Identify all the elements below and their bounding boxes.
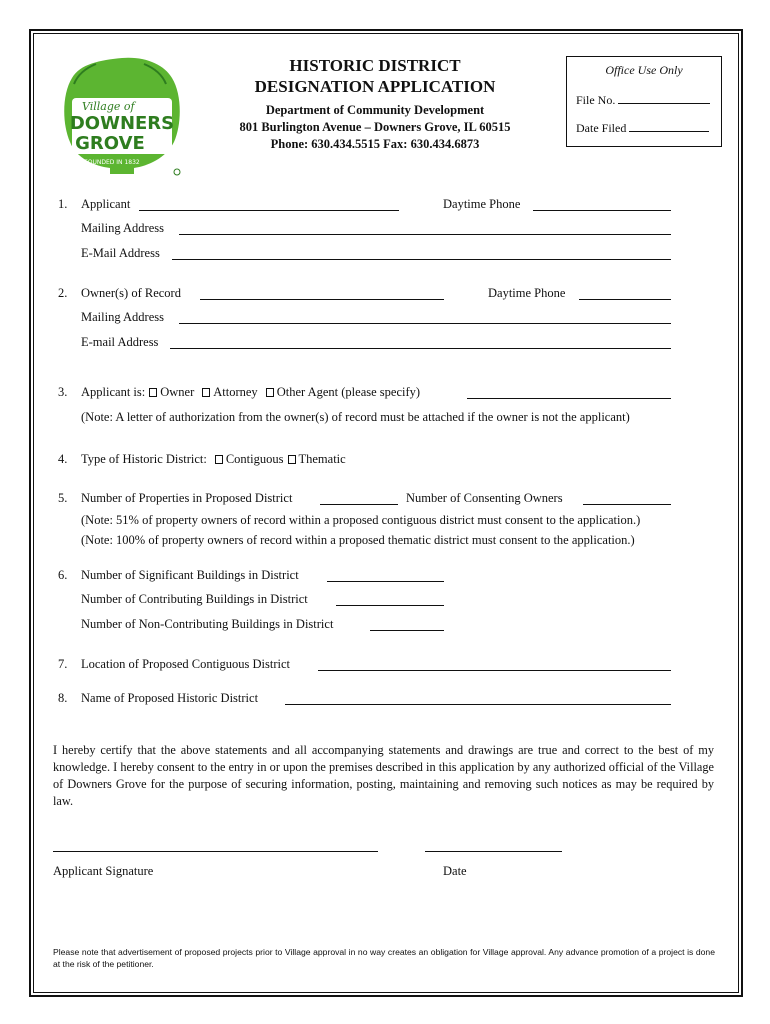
village-logo	[60, 54, 184, 178]
other-agent-checkbox[interactable]	[266, 388, 274, 397]
owner-checkbox[interactable]	[149, 388, 157, 397]
num-properties-field[interactable]	[320, 504, 398, 505]
location-label: Location of Proposed Contiguous District	[81, 657, 291, 671]
signature-date-label: Date	[443, 864, 467, 878]
district-name-label: Name of Proposed Historic District	[81, 691, 259, 705]
thematic-option-label: Thematic	[298, 452, 346, 466]
district-type-label: Type of Historic District:	[81, 452, 207, 466]
phone-fax: Phone: 630.434.5515 Fax: 630.434.6873	[270, 137, 480, 151]
applicant-signature-field[interactable]	[53, 851, 378, 852]
contributing-buildings-label: Number of Contributing Buildings in District	[81, 592, 308, 606]
district-name-field[interactable]	[285, 704, 671, 705]
contributing-buildings-field[interactable]	[336, 605, 444, 606]
other-agent-option-label: Other Agent (please specify)	[276, 385, 421, 399]
office-use-box	[566, 56, 722, 147]
owners-of-record-label: Owner(s) of Record	[81, 286, 181, 300]
owner-daytime-phone-label: Daytime Phone	[488, 286, 566, 300]
district-type-row	[81, 451, 346, 467]
thematic-checkbox[interactable]	[288, 455, 296, 464]
item-6-number: 6.	[58, 568, 68, 582]
header	[215, 56, 535, 153]
owner-mailing-address-label: Mailing Address	[81, 310, 164, 324]
date-filed-label: Date Filed	[576, 121, 627, 135]
num-consenting-label: Number of Consenting Owners	[406, 491, 563, 505]
office-use-heading: Office Use Only	[605, 63, 683, 77]
address: 801 Burlington Avenue – Downers Grove, IL 60515	[239, 120, 511, 134]
logo-village-of: Village of	[82, 100, 135, 113]
signature-date-field[interactable]	[425, 851, 562, 852]
file-no-field[interactable]	[618, 94, 710, 104]
footnote: Please note that advertisement of proposed projects prior to Village approval in no way creates an obligation for Village approval. Any advance promotion of a project is done at the risk of the petitioner.	[53, 947, 715, 969]
owner-email-address-field[interactable]	[170, 348, 671, 349]
owner-daytime-phone-field[interactable]	[579, 299, 671, 300]
file-no-label: File No.	[576, 93, 616, 107]
date-filed-field[interactable]	[629, 122, 709, 132]
applicant-field[interactable]	[139, 210, 399, 211]
contiguous-consent-note: (Note: 51% of property owners of record within a proposed contiguous district must consent to the application.)	[81, 513, 641, 527]
item-4-number: 4.	[58, 452, 68, 466]
noncontributing-buildings-field[interactable]	[370, 630, 444, 631]
mailing-address-label: Mailing Address	[81, 221, 164, 235]
item-5-number: 5.	[58, 491, 68, 505]
item-8-number: 8.	[58, 691, 68, 705]
item-2-number: 2.	[58, 286, 68, 300]
logo-founded: FOUNDED IN 1832	[84, 159, 140, 166]
email-address-label: E-Mail Address	[81, 246, 160, 260]
attorney-option-label: Attorney	[213, 385, 258, 399]
title-line-1: HISTORIC DISTRICT	[289, 56, 461, 75]
applicant-signature-label: Applicant Signature	[53, 864, 154, 878]
significant-buildings-label: Number of Significant Buildings in District	[81, 568, 299, 582]
mailing-address-field[interactable]	[179, 234, 671, 235]
owner-email-address-label: E-mail Address	[81, 335, 159, 349]
department: Department of Community Development	[265, 103, 485, 117]
certification-statement: I hereby certify that the above statements and all accompanying statements and drawings are true and correct to the best of my knowledge. I hereby consent to the entry in or upon the premises described in this application by any authorized official of the Village of Downers Grove for the purpose of securing information, posting, maintaining and removing such notices as may be required by law.	[53, 743, 714, 808]
item-7-number: 7.	[58, 657, 68, 671]
authorization-note: (Note: A letter of authorization from the owner(s) of record must be attached if the owner is not the applicant)	[81, 410, 630, 424]
owners-of-record-field[interactable]	[200, 299, 444, 300]
title-line-2: DESIGNATION APPLICATION	[254, 77, 496, 96]
noncontributing-buildings-label: Number of Non-Contributing Buildings in District	[81, 617, 334, 631]
applicant-is-label: Applicant is:	[81, 385, 146, 399]
logo-grove: GROVE	[75, 133, 145, 154]
location-field[interactable]	[318, 670, 671, 671]
email-address-field[interactable]	[172, 259, 671, 260]
owner-mailing-address-field[interactable]	[179, 323, 671, 324]
num-consenting-field[interactable]	[583, 504, 671, 505]
item-1-number: 1.	[58, 197, 68, 211]
applicant-label: Applicant	[81, 197, 131, 211]
attorney-checkbox[interactable]	[202, 388, 210, 397]
num-properties-label: Number of Properties in Proposed District	[81, 491, 293, 505]
logo-downers: DOWNERS	[69, 113, 175, 134]
contiguous-option-label: Contiguous	[225, 452, 284, 466]
contiguous-checkbox[interactable]	[215, 455, 223, 464]
applicant-is-row	[81, 384, 420, 400]
item-3-number: 3.	[58, 385, 68, 399]
other-agent-specify-field[interactable]	[467, 398, 671, 399]
daytime-phone-field[interactable]	[533, 210, 671, 211]
significant-buildings-field[interactable]	[327, 581, 444, 582]
daytime-phone-label: Daytime Phone	[443, 197, 521, 211]
thematic-consent-note: (Note: 100% of property owners of record within a proposed thematic district must consent to the application.)	[81, 533, 635, 547]
owner-option-label: Owner	[160, 385, 195, 399]
